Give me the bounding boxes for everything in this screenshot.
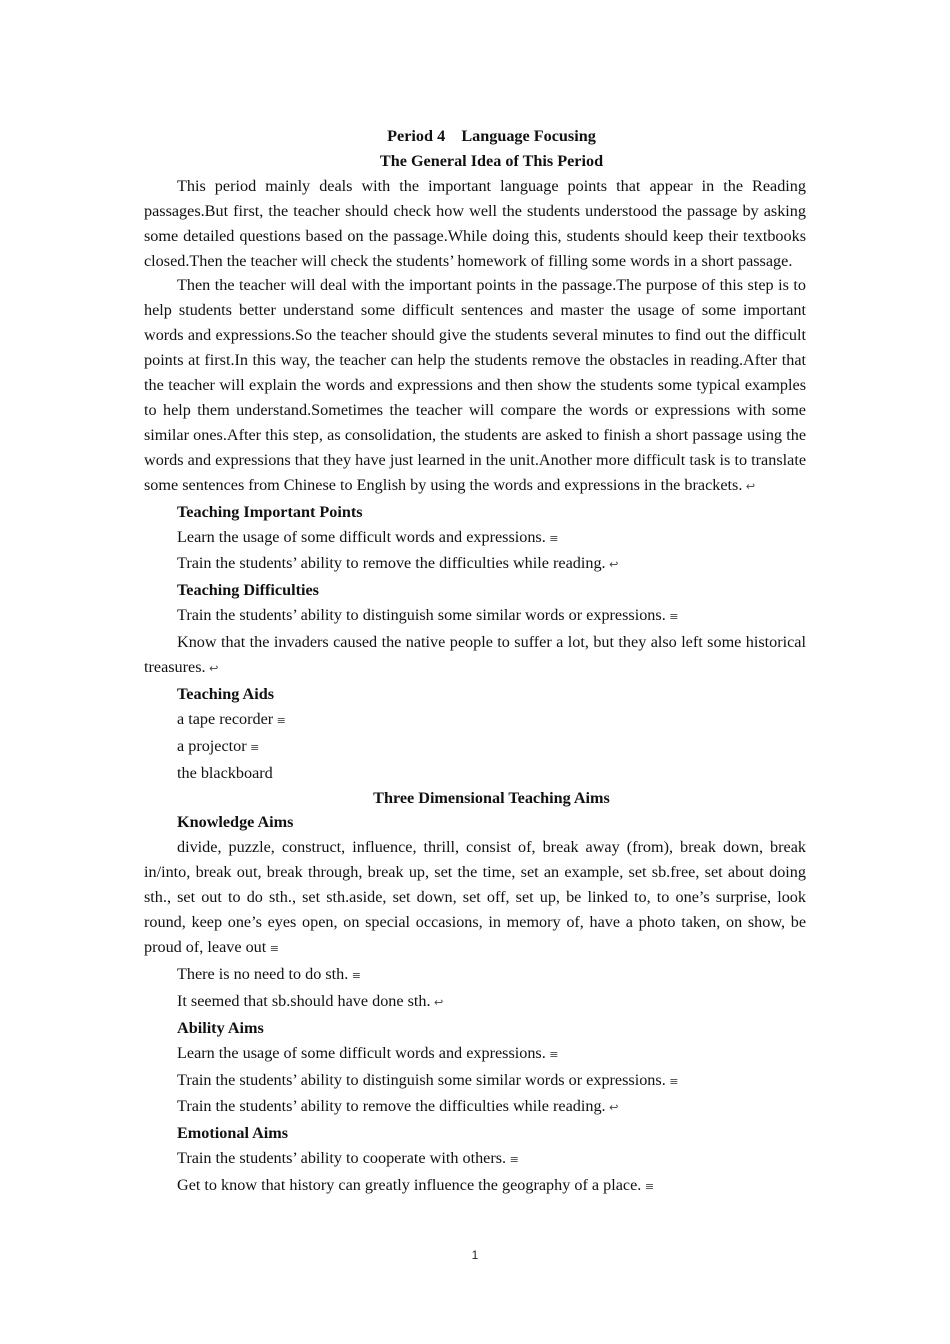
heading-difficulties: Teaching Difficulties [177, 581, 319, 600]
paragraph-mark-icon: ≡ [348, 968, 361, 982]
paragraph-mark-icon: ≡ [246, 740, 260, 754]
list-item: Train the students’ ability to remove the difficulties while reading. ↩ [177, 1097, 619, 1116]
list-item: Train the students’ ability to distinguish some similar words or expressions. ≡ [177, 1070, 679, 1089]
paragraph-mark-icon: ≡ [665, 610, 679, 624]
heading-emotional-aims: Emotional Aims [177, 1124, 289, 1143]
paragraph-mark-icon: ≡ [273, 713, 286, 727]
section-heading-general-idea: The General Idea of This Period [379, 151, 604, 170]
heading-ability-aims: Ability Aims [177, 1018, 264, 1037]
heading-knowledge-aims: Knowledge Aims [177, 813, 294, 832]
paragraph-mark-icon: ↩ [430, 995, 444, 1009]
paragraph-mark-icon: ↩ [605, 1101, 619, 1115]
intro-paragraph-1: This period mainly deals with the important language points that appear in the Reading passages.But first, the teacher should check how well the students understood the passage by asking some detailed questions based on the passage.While doing this, students should keep their textbooks closed.Then the teacher will check the students’ homework of filling some words in a short passage. [144, 176, 806, 270]
paragraph-mark-icon: ↩ [205, 662, 219, 676]
page-content [144, 124, 806, 1200]
heading-teaching-aids: Teaching Aids [177, 684, 275, 703]
section-heading-teaching-aims: Three Dimensional Teaching Aims [373, 788, 610, 807]
list-item: Train the students’ ability to distinguish some similar words or expressions. ≡ [177, 606, 679, 625]
knowledge-words-paragraph: divide, puzzle, construct, influence, thrill, consist of, break away (from), break down, break in/into, break out, break through, break up, set the time, set an example, set sb.free, set about doing sth., set out to do sth., set sth.aside, set down, set off, set up, be linked to, to one’s surprise, look round, keep one’s eyes open, on special occasions, in memory of, have a photo taken, on show, be proud of, leave out ≡ [144, 838, 806, 956]
paragraph-mark-icon: ≡ [266, 942, 279, 955]
paragraph-mark-icon: ≡ [545, 531, 559, 545]
page-title: Period 4 Language Focusing [387, 127, 596, 145]
list-item: It seemed that sb.should have done sth. ↩ [177, 991, 444, 1010]
list-item: a tape recorder ≡ [177, 709, 286, 728]
intro-paragraph-2: Then the teacher will deal with the important points in the passage.The purpose of this step is to help students better understand some difficult sentences and master the usage of some important words and expressions.So the teacher should give the students several minutes to find out the difficult points at first.In this way, the teacher can help the students remove the obstacles in reading.After that the teacher will explain the words and expressions and then show the students some typical examples to help them understand.Sometimes the teacher will compare the words or expressions with some similar ones.After this step, as consolidation, the students are asked to finish a short passage using the words and expressions that they have just learned in the unit.Another more difficult task is to translate some sentences from Chinese to English by using the words and expressions in the brackets. ↩ [144, 276, 806, 494]
list-item: There is no need to do sth. ≡ [177, 964, 361, 983]
paragraph-mark-icon: ≡ [641, 1180, 655, 1194]
list-item: Get to know that history can greatly influence the geography of a place. ≡ [177, 1176, 655, 1195]
list-item: Train the students’ ability to cooperate with others. ≡ [177, 1149, 519, 1168]
paragraph-mark-icon: ≡ [665, 1074, 679, 1088]
list-item: Learn the usage of some difficult words and expressions. ≡ [177, 1043, 559, 1062]
paragraph-mark-icon: ↩ [742, 479, 756, 493]
paragraph-mark-icon: ↩ [605, 558, 619, 572]
heading-important-points: Teaching Important Points [177, 502, 363, 521]
list-item: Learn the usage of some difficult words and expressions. ≡ [177, 527, 559, 546]
paragraph-mark-icon: ≡ [506, 1153, 519, 1167]
list-item: Train the students’ ability to remove the difficulties while reading. ↩ [177, 554, 619, 573]
page-number: 1 [471, 1248, 479, 1262]
list-item: a projector ≡ [177, 736, 260, 755]
paragraph-mark-icon: ≡ [545, 1047, 559, 1061]
list-item: the blackboard [177, 763, 273, 782]
list-item: Know that the invaders caused the native people to suffer a lot, but they also left some historical treasures. ↩ [144, 633, 806, 677]
